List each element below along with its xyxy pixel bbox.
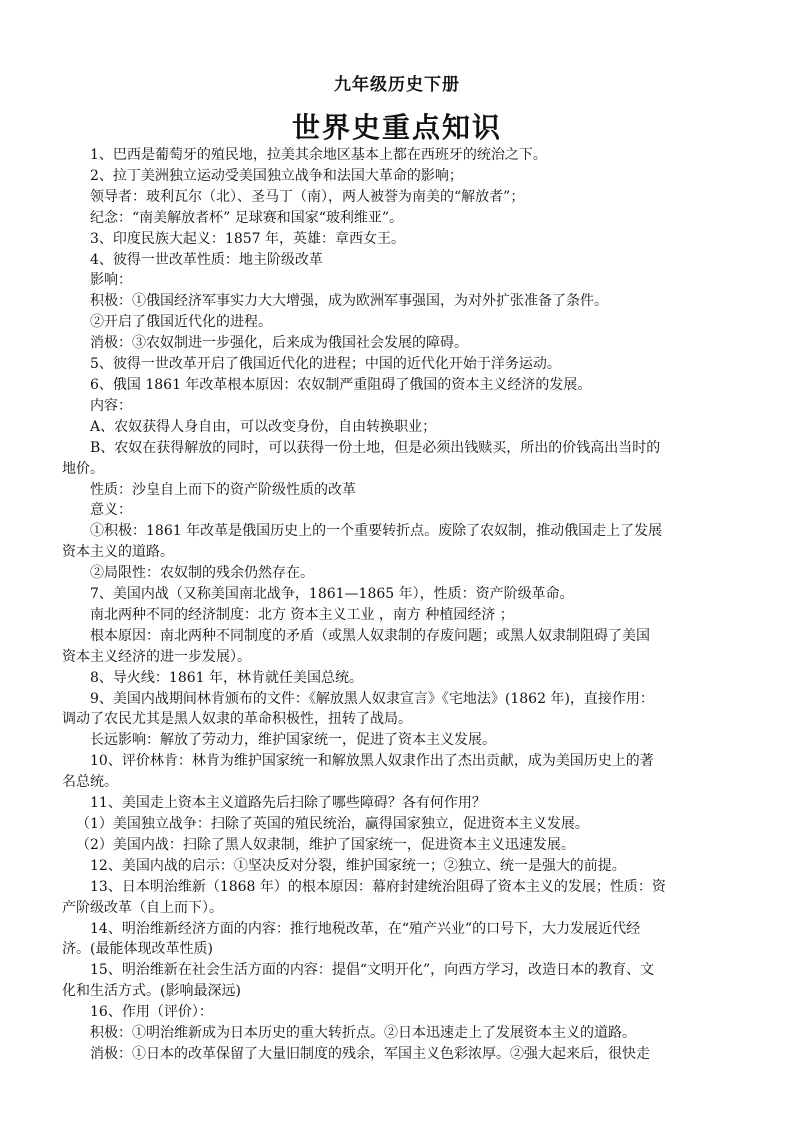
text-line: 15、明治维新在社会生活方面的内容：提倡“文明开化”，向西方学习，改造日本的教育、文 [90,962,655,979]
text-line: 积极：①明治维新成为日本历史的重大转折点。②日本迅速走上了发展资本主义的道路。 [90,1025,636,1042]
text-line: 5、彼得一世改革开启了俄国近代化的进程；中国的近代化开始于洋务运动。 [90,356,561,373]
text-line: （2）美国内战：扫除了黑人奴隶制，维护了国家统一，促进资本主义迅速发展。 [76,836,575,853]
text-line: 地价。 [62,460,104,477]
text-line: ②局限性：农奴制的残余仍然存在。 [90,565,314,582]
text-line: 3、印度民族大起义：1857 年，英雄：章西女王。 [90,230,405,247]
text-line: 6、俄国 1861 年改革根本原因：农奴制严重阻碍了俄国的资本主义经济的发展。 [90,376,592,393]
text-line: 积极：①俄国经济军事实力大大增强，成为欧洲军事强国，为对外扩张准备了条件。 [90,293,608,310]
document-subtitle: 九年级历史下册 [334,75,460,95]
text-line: 领导者：玻利瓦尔（北）、圣马丁（南），两人被誉为南美的“解放者”； [90,188,525,205]
text-line: 4、彼得一世改革性质：地主阶级改革 [90,251,323,268]
text-line: 名总统。 [62,774,118,791]
text-line: 资本主义的道路。 [62,544,174,561]
text-line: 16、作用（评价）： [90,1004,213,1021]
text-line: 影响： [90,272,132,289]
text-line: 14、明治维新经济方面的内容：推行地税改革，在“殖产兴业”的口号下，大力发展近代经 [90,920,641,937]
text-line: 13、日本明治维新（1868 年）的根本原因：幕府封建统治阻碍了资本主义的发展；性质：资 [90,878,666,895]
text-line: 调动了农民尤其是黑人奴隶的革命积极性，扭转了战局。 [62,711,412,728]
text-line: （1）美国独立战争：扫除了英国的殖民统治，赢得国家独立，促进资本主义发展。 [76,816,589,832]
text-line: 消极：③农奴制进一步强化，后来成为俄国社会发展的障碍。 [90,335,468,352]
text-line: B、农奴在获得解放的同时，可以获得一份土地，但是必须出钱赎买，所出的价钱高出当时的 [90,439,661,456]
text-line: 纪念：“南美解放者杯” 足球赛和国家“玻利维亚”。 [90,209,404,226]
text-line: 南北两种不同的经济制度：北方 资本主义工业 ，南方 种植园经济 ； [90,606,514,623]
text-line: 10、评价林肯：林肯为维护国家统一和解放黑人奴隶作出了杰出贡献，成为美国历史上的著 [90,753,654,770]
text-line: 8、导火线：1861 年，林肯就任美国总统。 [90,669,363,686]
document-body [62,145,738,1065]
text-line: 9、美国内战期间林肯颁布的文件：《解放黑人奴隶宣言》《宅地法》(1862 年)，直接作用： [90,690,654,707]
text-line: A、农奴获得人身自由，可以改变身份，自由转换职业； [90,418,437,435]
text-line: 长远影响：解放了劳动力，维护国家统一，促进了资本主义发展。 [90,732,496,749]
document-title: 世界史重点知识 [291,111,502,144]
text-line: 1、巴西是葡萄牙的殖民地，拉美其余地区基本上都在西班牙的统治之下。 [90,147,547,163]
text-line: 12、美国内战的启示：①坚决反对分裂，维护国家统一；②独立、统一是强大的前提。 [90,857,626,874]
text-line: 消极：①日本的改革保留了大量旧制度的残余，军国主义色彩浓厚。②强大起来后，很快走 [90,1045,650,1062]
text-line: 7、美国内战（又称美国南北战争，1861—1865 年），性质：资产阶级革命。 [90,586,574,603]
text-line: 2、拉丁美洲独立运动受美国独立战争和法国大革命的影响； [90,167,463,184]
text-line: 意义： [90,502,132,519]
text-line: ①积极：1861 年改革是俄国历史上的一个重要转折点。废除了农奴制，推动俄国走上了发展 [90,523,663,540]
text-line: 内容： [90,397,132,414]
text-line: 根本原因：南北两种不同制度的矛盾（或黑人奴隶制的存废问题；或黑人奴隶制阻碍了美国 [90,627,650,644]
text-line: 性质：沙皇自上而下的资产阶级性质的改革 [90,481,356,498]
text-line: 资本主义经济的进一步发展）。 [62,648,251,665]
text-line: ②开启了俄国近代化的进程。 [90,314,272,331]
text-line: 产阶级改革（自上而下）。 [62,899,223,916]
text-line: 济。(最能体现改革性质) [62,941,213,958]
text-line: 11、美国走上资本主义道路先后扫除了哪些障碍？各有何作用？ [90,795,486,812]
text-line: 化和生活方式。(影响最深远) [62,983,241,1000]
